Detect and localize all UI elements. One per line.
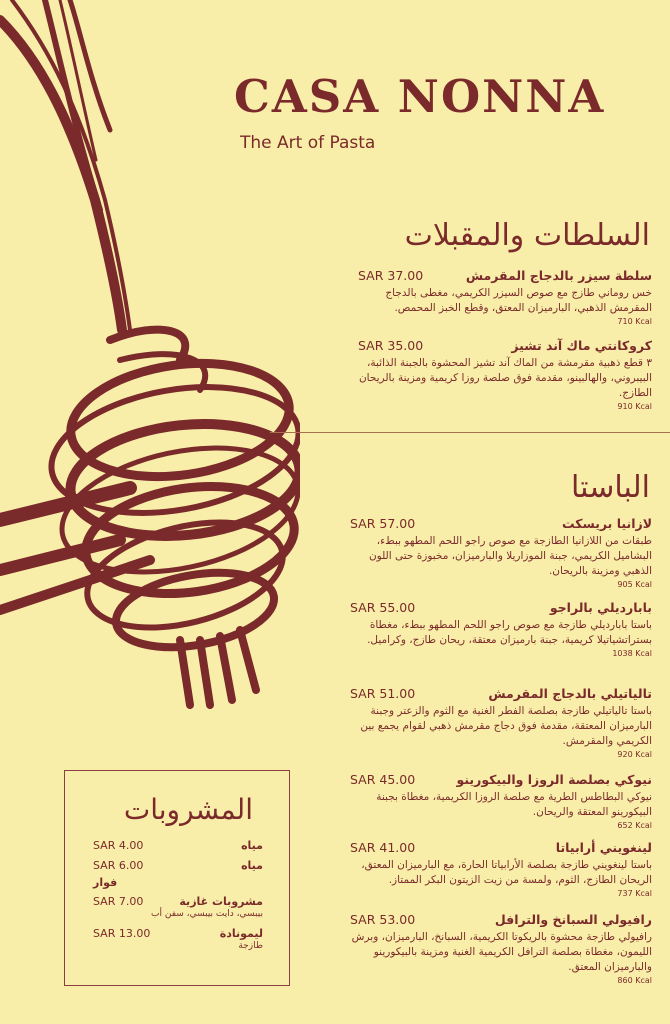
brand-tagline: The Art of Pasta [240, 133, 376, 153]
brand-name: CASA NONNA [234, 70, 606, 123]
item-kcal: 652 Kcal [617, 821, 652, 830]
item-name: تالياتيلي بالدجاج المقرمش [488, 686, 652, 701]
item-description: طبقات من اللازانيا الطازجة مع صوص راجو اللحم المطهو ببطء، البشاميل الكريمي، جبنة الموزاريلا والبارميزان، مخبوزة حتى اللون الذهبي ومزينة بالريحان. [368, 535, 652, 577]
drink-name: مياه [241, 859, 263, 872]
menu-item [350, 772, 652, 831]
item-kcal: 860 Kcal [617, 976, 652, 985]
item-description: باستا بابارديلي طازجة مع صوص راجو اللحم المطهو ببطء، مغطاة بستراتشياتيلا كريمية، جبنة بارميزان معتقة، ريحان طازج، وكراميل. [367, 619, 652, 646]
section-title-pasta: الباستا [571, 470, 650, 505]
menu-item [350, 912, 652, 986]
drink-name: مشروبات غازية [179, 895, 263, 908]
item-name: لينغويني أرابياتا [555, 840, 652, 855]
drinks-box [64, 770, 290, 986]
item-price: SAR 57.00 [350, 516, 416, 531]
item-price: SAR 53.00 [350, 912, 416, 927]
item-description: باستا تالياتيلي طازجة بصلصة الفطر الغنية مع الثوم والزعتر وجبنة البارميزان المعتقة، مقدمة فوق دجاج مقرمش ذهبي لقوام يجمع بين الكريمي والمقرمش. [360, 705, 652, 747]
item-name: بابارديلي بالراجو [549, 600, 652, 615]
menu-item [358, 338, 652, 412]
item-price: SAR 55.00 [350, 600, 416, 615]
drink-extra: فوار [93, 876, 118, 889]
drink-name: ليمونادة [219, 927, 263, 940]
drink-name: مياه [241, 839, 263, 852]
menu-item [358, 268, 652, 327]
item-description: باستا لينغويني طازجة بصلصة الأرابياتا الحارة، مع البارميزان المعتق، الريحان الطازج، الثوم، ولمسة من زيت الزيتون البكر الممتاز. [361, 859, 652, 886]
drink-price: SAR 7.00 [93, 895, 144, 908]
drink-price: SAR 6.00 [93, 859, 144, 872]
menu-item [350, 840, 652, 899]
drink-price: SAR 4.00 [93, 839, 144, 852]
menu-item [350, 600, 652, 659]
menu-item [350, 686, 652, 760]
section-divider [270, 432, 670, 433]
item-price: SAR 51.00 [350, 686, 416, 701]
item-kcal: 920 Kcal [617, 750, 652, 759]
item-kcal: 1038 Kcal [612, 649, 652, 658]
item-kcal: 737 Kcal [617, 889, 652, 898]
item-description: خس روماني طازج مع صوص السيزر الكريمي، مغطى بالدجاج المقرمش الذهبي، البارميزان المعتق، وقطع الخبز المحمص. [385, 287, 652, 314]
item-kcal: 905 Kcal [617, 580, 652, 589]
item-name: لازانيا بريسكت [561, 516, 652, 531]
drink-price: SAR 13.00 [93, 927, 151, 940]
item-name: نيوكي بصلصة الروزا والبيكورينو [456, 772, 652, 787]
drink-sub: طازجة [238, 941, 263, 951]
item-description: نيوكي البطاطس الطرية مع صلصة الروزا الكريمية، مغطاة بجبنة البيكورينو المعتقة والريحان. [376, 791, 652, 818]
item-kcal: 710 Kcal [617, 317, 652, 326]
section-title-drinks: المشروبات [123, 793, 253, 826]
section-title-salads: السلطات والمقبلات [404, 218, 650, 253]
item-price: SAR 37.00 [358, 268, 424, 283]
item-price: SAR 41.00 [350, 840, 416, 855]
item-name: رافيولي السبانخ والترافل [494, 912, 652, 927]
item-description: رافيولي طازجة محشوة بالريكوتا الكريمية، السبانخ، البارميزان، وبرش الليمون، مغطاة بصلصة الترافل الكريمية الغنية ومزينة بالبيكورينو والبارميزان المعتق. [351, 931, 652, 973]
item-name: كروكانتي ماك آند تشيز [511, 338, 652, 353]
item-kcal: 910 Kcal [617, 402, 652, 411]
item-name: سلطة سيزر بالدجاج المقرمش [465, 268, 652, 283]
item-price: SAR 45.00 [350, 772, 416, 787]
item-price: SAR 35.00 [358, 338, 424, 353]
item-description: ٣ قطع ذهبية مقرمشة من الماك آند تشيز المحشوة بالجبنة الذائبة، البيبروني، والهالبينو، مقدمة فوق صلصة روزا كريمية ومزينة بالريحان الطازج. [358, 357, 652, 399]
menu-item [350, 516, 652, 590]
drink-sub: بيبسي، دايت بيبسي، سفن أب [151, 909, 263, 919]
